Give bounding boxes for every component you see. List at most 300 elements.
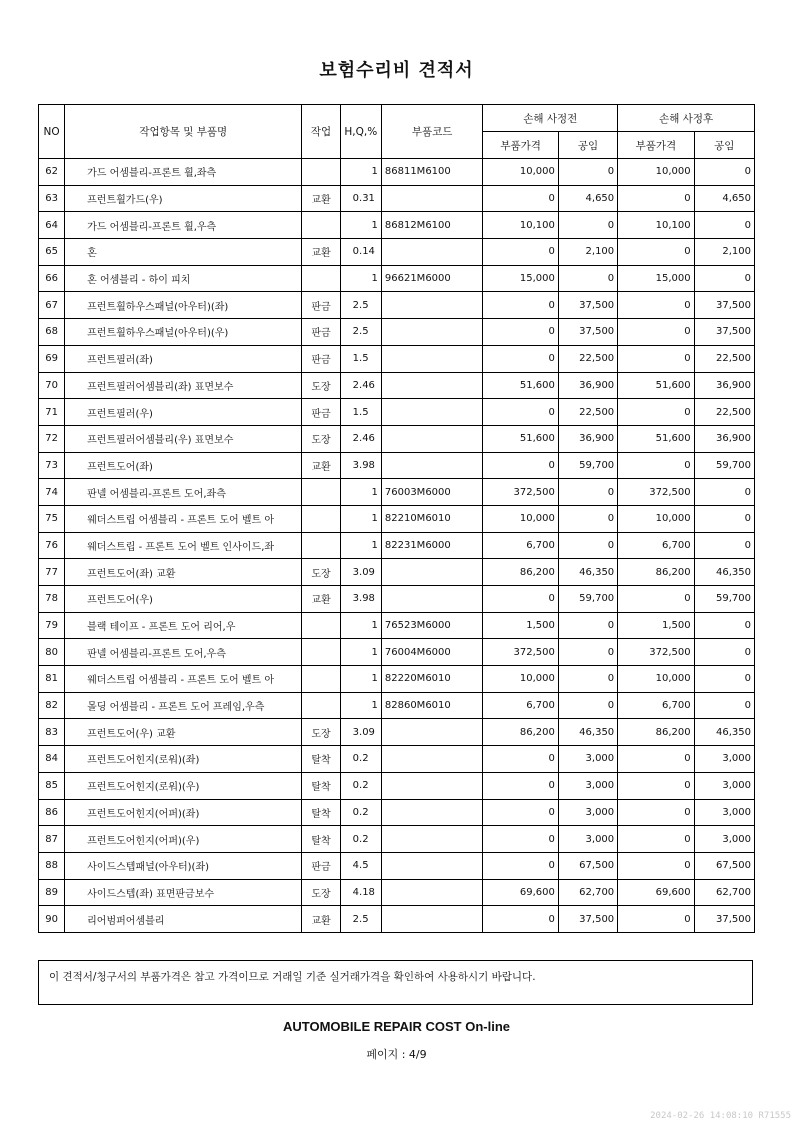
- row-part-code: 86811M6100: [381, 159, 483, 186]
- table-row: [39, 532, 755, 559]
- row-before-labor: 0: [558, 666, 617, 693]
- header-hq: H,Q,%: [340, 105, 381, 159]
- row-work-type: [302, 505, 340, 532]
- row-before-part-price: 0: [483, 826, 558, 853]
- row-part-code: [381, 239, 483, 266]
- row-part-code: 76003M6000: [381, 479, 483, 506]
- row-before-labor: 22,500: [558, 345, 617, 372]
- row-hq: 1.5: [340, 345, 381, 372]
- row-before-part-price: 0: [483, 746, 558, 773]
- row-part-code: 86812M6100: [381, 212, 483, 239]
- row-before-labor: 46,350: [558, 559, 617, 586]
- row-after-labor: 37,500: [694, 292, 754, 319]
- row-before-part-price: 69,600: [483, 879, 558, 906]
- row-after-labor: 0: [694, 159, 754, 186]
- row-before-part-price: 86,200: [483, 719, 558, 746]
- row-hq: 1: [340, 692, 381, 719]
- row-after-part-price: 0: [618, 772, 694, 799]
- row-item-name: 혼 어셈블리 - 하이 피치: [65, 265, 302, 292]
- row-after-labor: 0: [694, 612, 754, 639]
- row-before-part-price: 0: [483, 292, 558, 319]
- row-no: 78: [39, 586, 65, 613]
- row-part-code: [381, 319, 483, 346]
- row-after-labor: 3,000: [694, 799, 754, 826]
- row-no: 89: [39, 879, 65, 906]
- row-before-labor: 59,700: [558, 586, 617, 613]
- row-part-code: 82231M6000: [381, 532, 483, 559]
- row-part-code: [381, 879, 483, 906]
- row-before-part-price: 15,000: [483, 265, 558, 292]
- row-after-labor: 36,900: [694, 372, 754, 399]
- row-item-name: 웨더스트립 - 프론트 도어 벨트 인사이드,좌: [65, 532, 302, 559]
- row-item-name: 프런트필러(좌): [65, 345, 302, 372]
- row-work-type: 판금: [302, 345, 340, 372]
- row-item-name: 판넬 어셈블리-프론트 도어,우측: [65, 639, 302, 666]
- row-no: 86: [39, 799, 65, 826]
- row-before-part-price: 0: [483, 772, 558, 799]
- header-after-part-price: 부품가격: [618, 132, 694, 159]
- row-work-type: 판금: [302, 399, 340, 426]
- row-after-part-price: 10,000: [618, 159, 694, 186]
- row-before-labor: 3,000: [558, 746, 617, 773]
- row-part-code: [381, 852, 483, 879]
- table-row: [39, 212, 755, 239]
- row-after-labor: 59,700: [694, 586, 754, 613]
- row-no: 85: [39, 772, 65, 799]
- row-hq: 3.98: [340, 586, 381, 613]
- row-work-type: 탈착: [302, 746, 340, 773]
- row-after-part-price: 51,600: [618, 372, 694, 399]
- header-code: 부품코드: [381, 105, 483, 159]
- table-row: [39, 372, 755, 399]
- row-item-name: 웨더스트립 어셈블리 - 프론트 도어 벨트 아: [65, 666, 302, 693]
- row-item-name: 가드 어셈블리-프론트 휠,좌측: [65, 159, 302, 186]
- row-hq: 0.2: [340, 799, 381, 826]
- row-after-part-price: 0: [618, 452, 694, 479]
- row-no: 82: [39, 692, 65, 719]
- row-no: 76: [39, 532, 65, 559]
- table-row: [39, 159, 755, 186]
- row-hq: 1: [340, 612, 381, 639]
- row-hq: 1.5: [340, 399, 381, 426]
- row-hq: 1: [340, 159, 381, 186]
- row-after-part-price: 372,500: [618, 639, 694, 666]
- row-after-part-price: 0: [618, 185, 694, 212]
- row-work-type: 도장: [302, 719, 340, 746]
- table-row: [39, 799, 755, 826]
- row-work-type: [302, 159, 340, 186]
- row-hq: 4.5: [340, 852, 381, 879]
- row-before-part-price: 0: [483, 399, 558, 426]
- row-work-type: [302, 639, 340, 666]
- row-after-labor: 0: [694, 666, 754, 693]
- table-row: [39, 559, 755, 586]
- row-no: 63: [39, 185, 65, 212]
- row-no: 72: [39, 425, 65, 452]
- row-part-code: [381, 826, 483, 853]
- row-after-labor: 37,500: [694, 319, 754, 346]
- row-after-labor: 0: [694, 212, 754, 239]
- row-part-code: [381, 372, 483, 399]
- row-no: 70: [39, 372, 65, 399]
- row-after-labor: 3,000: [694, 746, 754, 773]
- header-after: 손해 사정후: [618, 105, 755, 132]
- row-work-type: 판금: [302, 852, 340, 879]
- row-after-labor: 0: [694, 692, 754, 719]
- row-no: 66: [39, 265, 65, 292]
- table-row: [39, 666, 755, 693]
- row-after-part-price: 51,600: [618, 425, 694, 452]
- row-work-type: [302, 666, 340, 693]
- row-no: 75: [39, 505, 65, 532]
- row-item-name: 웨더스트립 어셈블리 - 프론트 도어 벨트 아: [65, 505, 302, 532]
- row-no: 74: [39, 479, 65, 506]
- table-row: [39, 586, 755, 613]
- row-part-code: 96621M6000: [381, 265, 483, 292]
- row-after-part-price: 0: [618, 826, 694, 853]
- row-before-part-price: 51,600: [483, 425, 558, 452]
- row-part-code: [381, 452, 483, 479]
- table-row: [39, 906, 755, 933]
- row-hq: 1: [340, 666, 381, 693]
- row-item-name: 사이드스텝패널(아우터)(좌): [65, 852, 302, 879]
- row-before-labor: 3,000: [558, 772, 617, 799]
- row-before-part-price: 10,000: [483, 666, 558, 693]
- row-after-labor: 0: [694, 505, 754, 532]
- table-body: [39, 159, 755, 933]
- row-item-name: 프런트휠하우스패널(아우터)(우): [65, 319, 302, 346]
- row-no: 65: [39, 239, 65, 266]
- row-item-name: 프런트도어힌지(로워)(우): [65, 772, 302, 799]
- row-part-code: [381, 185, 483, 212]
- row-work-type: 탈착: [302, 772, 340, 799]
- row-before-part-price: 372,500: [483, 479, 558, 506]
- row-no: 64: [39, 212, 65, 239]
- row-work-type: [302, 692, 340, 719]
- table-row: [39, 292, 755, 319]
- row-part-code: [381, 292, 483, 319]
- header-before-part-price: 부품가격: [483, 132, 558, 159]
- row-item-name: 블랙 테이프 - 프론트 도어 리어,우: [65, 612, 302, 639]
- row-after-labor: 67,500: [694, 852, 754, 879]
- row-before-labor: 0: [558, 612, 617, 639]
- row-work-type: 도장: [302, 372, 340, 399]
- row-work-type: 도장: [302, 879, 340, 906]
- header-item: 작업항목 및 부품명: [65, 105, 302, 159]
- row-work-type: 판금: [302, 319, 340, 346]
- row-item-name: 가드 어셈블리-프론트 휠,우측: [65, 212, 302, 239]
- table-header: [39, 105, 755, 159]
- table-row: [39, 772, 755, 799]
- row-before-labor: 0: [558, 265, 617, 292]
- row-part-code: [381, 425, 483, 452]
- table-row: [39, 265, 755, 292]
- row-item-name: 판넬 어셈블리-프론트 도어,좌측: [65, 479, 302, 506]
- table-row: [39, 852, 755, 879]
- table-row: [39, 479, 755, 506]
- row-hq: 0.2: [340, 826, 381, 853]
- row-no: 68: [39, 319, 65, 346]
- row-before-part-price: 0: [483, 239, 558, 266]
- row-work-type: 교환: [302, 185, 340, 212]
- row-work-type: [302, 265, 340, 292]
- row-hq: 1: [340, 265, 381, 292]
- row-hq: 0.14: [340, 239, 381, 266]
- row-after-labor: 37,500: [694, 906, 754, 933]
- row-work-type: 교환: [302, 452, 340, 479]
- row-work-type: 탈착: [302, 799, 340, 826]
- row-before-part-price: 0: [483, 452, 558, 479]
- row-part-code: [381, 906, 483, 933]
- row-before-labor: 37,500: [558, 319, 617, 346]
- table-row: [39, 239, 755, 266]
- header-work: 작업: [302, 105, 340, 159]
- row-item-name: 프런트필러어셈블리(좌) 표면보수: [65, 372, 302, 399]
- row-part-code: 76523M6000: [381, 612, 483, 639]
- row-item-name: 프런트도어(우) 교환: [65, 719, 302, 746]
- row-before-labor: 0: [558, 505, 617, 532]
- row-after-part-price: 0: [618, 746, 694, 773]
- row-after-part-price: 6,700: [618, 692, 694, 719]
- row-no: 87: [39, 826, 65, 853]
- row-item-name: 사이드스텝(좌) 표면판금보수: [65, 879, 302, 906]
- document-title: 보험수리비 견적서: [319, 60, 474, 81]
- table-row: [39, 746, 755, 773]
- row-no: 69: [39, 345, 65, 372]
- row-work-type: 판금: [302, 292, 340, 319]
- row-before-labor: 2,100: [558, 239, 617, 266]
- row-hq: 3.09: [340, 559, 381, 586]
- row-hq: 1: [340, 479, 381, 506]
- row-hq: 0.2: [340, 746, 381, 773]
- row-after-part-price: 15,000: [618, 265, 694, 292]
- row-after-labor: 0: [694, 265, 754, 292]
- row-before-labor: 37,500: [558, 292, 617, 319]
- page-number: 페이지 : 4/9: [366, 1048, 427, 1061]
- row-before-part-price: 0: [483, 345, 558, 372]
- row-hq: 1: [340, 505, 381, 532]
- row-work-type: 교환: [302, 239, 340, 266]
- row-part-code: [381, 799, 483, 826]
- row-after-labor: 22,500: [694, 399, 754, 426]
- row-part-code: [381, 719, 483, 746]
- row-work-type: 교환: [302, 586, 340, 613]
- row-hq: 0.2: [340, 772, 381, 799]
- row-after-part-price: 10,100: [618, 212, 694, 239]
- row-before-part-price: 1,500: [483, 612, 558, 639]
- row-no: 73: [39, 452, 65, 479]
- table-row: [39, 452, 755, 479]
- table-row: [39, 719, 755, 746]
- row-part-code: 82210M6010: [381, 505, 483, 532]
- row-hq: 1: [340, 532, 381, 559]
- row-before-part-price: 51,600: [483, 372, 558, 399]
- row-no: 88: [39, 852, 65, 879]
- table-row: [39, 612, 755, 639]
- footer-brand: AUTOMOBILE REPAIR COST On-line: [282, 1019, 511, 1034]
- row-item-name: 프런트도어(좌) 교환: [65, 559, 302, 586]
- row-work-type: [302, 479, 340, 506]
- row-after-part-price: 6,700: [618, 532, 694, 559]
- row-after-part-price: 0: [618, 399, 694, 426]
- row-before-part-price: 0: [483, 185, 558, 212]
- estimate-table: [38, 104, 755, 933]
- row-before-labor: 3,000: [558, 826, 617, 853]
- table-row: [39, 185, 755, 212]
- row-hq: 3.09: [340, 719, 381, 746]
- row-item-name: 프런트도어힌지(로워)(좌): [65, 746, 302, 773]
- row-after-labor: 4,650: [694, 185, 754, 212]
- row-part-code: [381, 772, 483, 799]
- row-work-type: 도장: [302, 559, 340, 586]
- row-no: 84: [39, 746, 65, 773]
- table-row: [39, 879, 755, 906]
- row-after-part-price: 10,000: [618, 666, 694, 693]
- table-row: [39, 505, 755, 532]
- table-row: [39, 319, 755, 346]
- row-no: 67: [39, 292, 65, 319]
- row-before-labor: 62,700: [558, 879, 617, 906]
- row-no: 90: [39, 906, 65, 933]
- row-no: 83: [39, 719, 65, 746]
- header-after-labor: 공임: [694, 132, 754, 159]
- row-before-part-price: 0: [483, 586, 558, 613]
- row-no: 62: [39, 159, 65, 186]
- header-before-labor: 공임: [558, 132, 617, 159]
- row-work-type: 도장: [302, 425, 340, 452]
- row-after-part-price: 0: [618, 319, 694, 346]
- row-no: 80: [39, 639, 65, 666]
- row-before-labor: 46,350: [558, 719, 617, 746]
- row-before-part-price: 86,200: [483, 559, 558, 586]
- row-part-code: [381, 345, 483, 372]
- row-hq: 2.5: [340, 292, 381, 319]
- row-after-part-price: 0: [618, 292, 694, 319]
- row-item-name: 프런트필러(우): [65, 399, 302, 426]
- row-before-labor: 67,500: [558, 852, 617, 879]
- table-row: [39, 639, 755, 666]
- row-after-labor: 59,700: [694, 452, 754, 479]
- row-item-name: 프런트도어힌지(어퍼)(우): [65, 826, 302, 853]
- row-before-part-price: 0: [483, 906, 558, 933]
- table-row: [39, 425, 755, 452]
- row-item-name: 프런트필러어셈블리(우) 표면보수: [65, 425, 302, 452]
- row-before-part-price: 0: [483, 799, 558, 826]
- row-after-labor: 2,100: [694, 239, 754, 266]
- row-after-part-price: 86,200: [618, 559, 694, 586]
- table-row: [39, 399, 755, 426]
- row-after-labor: 0: [694, 639, 754, 666]
- row-before-labor: 36,900: [558, 372, 617, 399]
- row-before-labor: 0: [558, 639, 617, 666]
- row-before-labor: 0: [558, 212, 617, 239]
- row-before-part-price: 10,000: [483, 505, 558, 532]
- row-before-part-price: 0: [483, 319, 558, 346]
- row-before-labor: 36,900: [558, 425, 617, 452]
- row-before-part-price: 6,700: [483, 532, 558, 559]
- row-item-name: 몰딩 어셈블리 - 프론트 도어 프레임,우측: [65, 692, 302, 719]
- table-row: [39, 826, 755, 853]
- row-after-part-price: 0: [618, 239, 694, 266]
- print-timestamp: 2024-02-26 14:08:10 R71555: [650, 1111, 791, 1121]
- row-after-part-price: 1,500: [618, 612, 694, 639]
- header-no: NO: [39, 105, 65, 159]
- row-hq: 3.98: [340, 452, 381, 479]
- row-part-code: [381, 586, 483, 613]
- row-after-labor: 36,900: [694, 425, 754, 452]
- row-part-code: 82860M6010: [381, 692, 483, 719]
- row-after-part-price: 0: [618, 345, 694, 372]
- row-before-part-price: 10,000: [483, 159, 558, 186]
- row-hq: 0.31: [340, 185, 381, 212]
- row-item-name: 프런트도어(우): [65, 586, 302, 613]
- row-after-labor: 3,000: [694, 772, 754, 799]
- row-after-labor: 0: [694, 479, 754, 506]
- row-hq: 2.5: [340, 319, 381, 346]
- header-before: 손해 사정전: [483, 105, 618, 132]
- row-hq: 1: [340, 639, 381, 666]
- row-after-part-price: 0: [618, 799, 694, 826]
- row-before-labor: 0: [558, 159, 617, 186]
- row-before-part-price: 0: [483, 852, 558, 879]
- row-item-name: 프런트도어(좌): [65, 452, 302, 479]
- row-part-code: 82220M6010: [381, 666, 483, 693]
- row-after-labor: 22,500: [694, 345, 754, 372]
- row-before-labor: 0: [558, 692, 617, 719]
- row-item-name: 프런트도어힌지(어퍼)(좌): [65, 799, 302, 826]
- row-work-type: 교환: [302, 906, 340, 933]
- row-before-part-price: 6,700: [483, 692, 558, 719]
- row-before-labor: 4,650: [558, 185, 617, 212]
- row-before-labor: 0: [558, 532, 617, 559]
- row-after-labor: 46,350: [694, 719, 754, 746]
- row-hq: 1: [340, 212, 381, 239]
- row-after-part-price: 0: [618, 906, 694, 933]
- row-after-part-price: 0: [618, 586, 694, 613]
- price-notice: 이 견적서/청구서의 부품가격은 참고 가격이므로 거래일 기준 실거래가격을 확인하여 사용하시기 바랍니다.: [38, 960, 753, 1005]
- row-after-part-price: 0: [618, 852, 694, 879]
- row-no: 77: [39, 559, 65, 586]
- table-row: [39, 345, 755, 372]
- row-after-part-price: 69,600: [618, 879, 694, 906]
- row-no: 81: [39, 666, 65, 693]
- row-hq: 4.18: [340, 879, 381, 906]
- row-after-part-price: 86,200: [618, 719, 694, 746]
- row-after-part-price: 10,000: [618, 505, 694, 532]
- row-part-code: [381, 746, 483, 773]
- row-hq: 2.5: [340, 906, 381, 933]
- row-hq: 2.46: [340, 425, 381, 452]
- row-work-type: [302, 532, 340, 559]
- row-work-type: [302, 212, 340, 239]
- row-work-type: [302, 612, 340, 639]
- row-part-code: [381, 399, 483, 426]
- row-part-code: [381, 559, 483, 586]
- row-work-type: 탈착: [302, 826, 340, 853]
- row-after-part-price: 372,500: [618, 479, 694, 506]
- row-after-labor: 62,700: [694, 879, 754, 906]
- row-item-name: 프런트휠가드(우): [65, 185, 302, 212]
- row-item-name: 프런트휠하우스패널(아우터)(좌): [65, 292, 302, 319]
- row-item-name: 혼: [65, 239, 302, 266]
- row-no: 71: [39, 399, 65, 426]
- row-hq: 2.46: [340, 372, 381, 399]
- row-before-labor: 3,000: [558, 799, 617, 826]
- row-before-labor: 22,500: [558, 399, 617, 426]
- table-row: [39, 692, 755, 719]
- row-after-labor: 0: [694, 532, 754, 559]
- row-before-labor: 37,500: [558, 906, 617, 933]
